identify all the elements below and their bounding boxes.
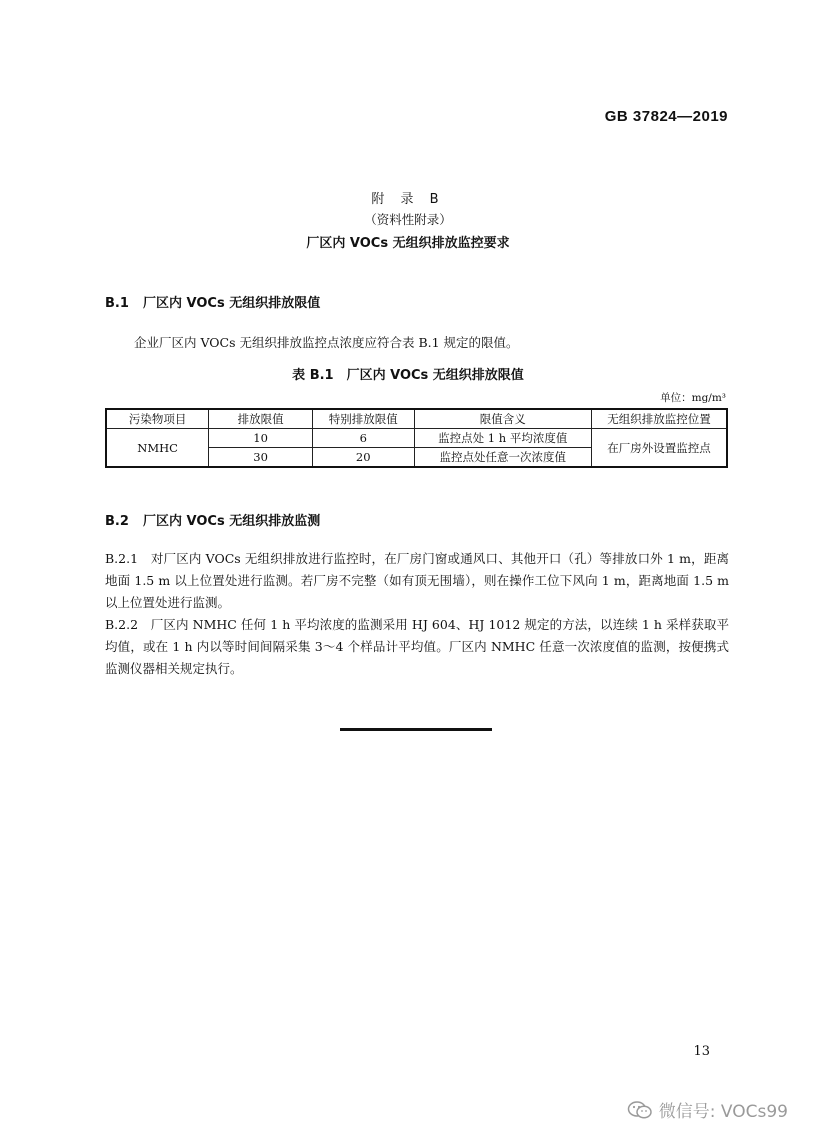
wechat-icon	[627, 1100, 653, 1120]
meaning-cell: 监控点处 1 h 平均浓度值	[414, 429, 591, 448]
clause-b21: B.2.1 对厂区内 VOCs 无组织排放进行监控时，在厂房门窗或通风口、其他开口（孔）等排放口外 1 m，距离地面 1.5 m 以上位置处进行监测。若厂房不完整（如有顶无围墙），则在操作工位下风向 1 m，距离地面 1.5 m 以上位置处进行监测。	[105, 551, 729, 610]
table-header-cell: 限值含义	[414, 409, 591, 429]
table-row	[106, 429, 727, 448]
watermark-text: 微信号: VOCs99	[658, 1102, 788, 1122]
location-cell: 在厂房外设置监控点	[591, 429, 727, 468]
section-b1-number: B.1	[105, 296, 129, 311]
section-b2-heading	[105, 510, 320, 529]
table-header-cell: 特别排放限值	[312, 409, 414, 429]
section-b2-title: 厂区内 VOCs 无组织排放监测	[143, 514, 321, 529]
table-header-row	[106, 409, 727, 429]
appendix-title: 附 录 B	[371, 192, 445, 207]
clause-b22: B.2.2 厂区内 NMHC 任何 1 h 平均浓度的监测采用 HJ 604、HJ 1012 规定的方法，以连续 1 h 采样获取平均值，或在 1 h 内以等时间间隔采集 3～4 个样品计平均值。厂区内 NMHC 任意一次浓度值的监测，按便携式监测仪器相关规定执行。	[105, 617, 729, 676]
limit-cell: 10	[209, 429, 313, 448]
section-b1-heading	[105, 292, 320, 311]
table-unit: 单位：mg/m³	[660, 392, 726, 404]
limits-table	[105, 408, 728, 468]
table-caption: 表 B.1 厂区内 VOCs 无组织排放限值	[292, 368, 524, 383]
table-header-cell: 无组织排放监控位置	[591, 409, 727, 429]
special-limit-cell: 20	[312, 448, 414, 468]
section-b2-number: B.2	[105, 514, 129, 529]
section-b1-intro: 企业厂区内 VOCs 无组织排放监控点浓度应符合表 B.1 规定的限值。	[134, 335, 519, 350]
meaning-cell: 监控点处任意一次浓度值	[414, 448, 591, 468]
watermark	[627, 1097, 788, 1122]
pollutant-cell: NMHC	[106, 429, 209, 468]
table-header-cell: 排放限值	[209, 409, 313, 429]
standard-number: GB 37824—2019	[604, 108, 728, 125]
appendix-kind: （资料性附录）	[364, 212, 452, 227]
end-rule	[340, 728, 492, 731]
table-header-cell: 污染物项目	[106, 409, 209, 429]
special-limit-cell: 6	[312, 429, 414, 448]
section-b1-title: 厂区内 VOCs 无组织排放限值	[143, 296, 321, 311]
appendix-heading: 厂区内 VOCs 无组织排放监控要求	[306, 236, 510, 251]
limit-cell: 30	[209, 448, 313, 468]
page-number: 13	[693, 1044, 710, 1059]
